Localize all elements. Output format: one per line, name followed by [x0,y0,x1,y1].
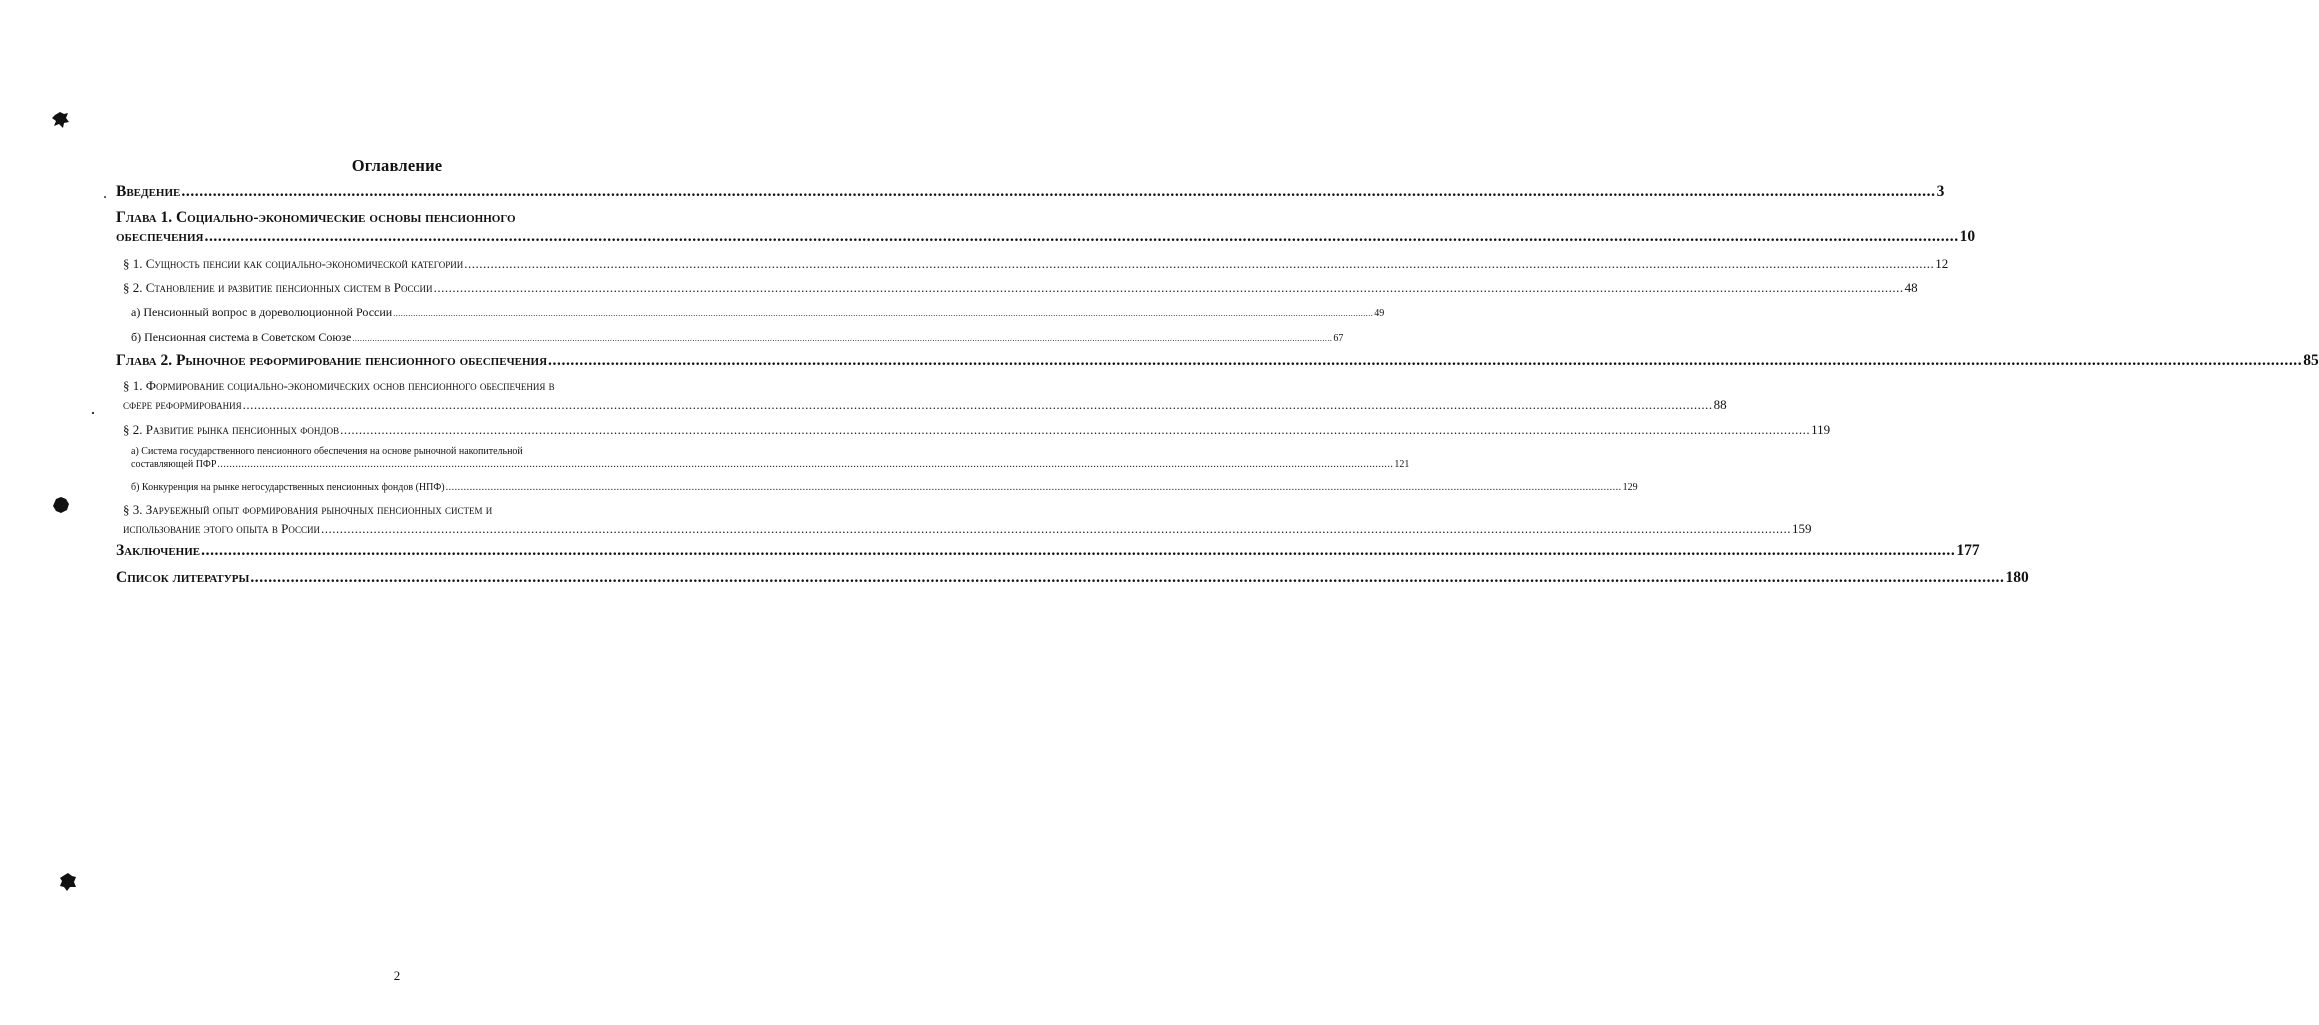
toc-entry-subsection-1-2-a[interactable] [0,305,1385,320]
dot-leader [181,183,1935,201]
toc-entry-title-line1: а) Система государственного пенсионного обеспечения на основе рыночной накопительной [131,446,523,457]
dot-leader [340,422,1810,438]
toc-entry-chapter-1[interactable] [0,209,1976,246]
toc-entry-page: 180 [2005,569,2029,586]
toc-entry-title: § 1. Сущность пенсии как социально-экономической категории [123,256,464,271]
dot-leader [464,256,1934,272]
toc-entry-section-2-1[interactable] [0,378,1727,413]
dot-leader [250,569,2004,587]
toc-entry-page: 48 [1904,280,1918,295]
toc-entry-title: сфере реформирования [123,397,242,412]
toc-entry-page: 119 [1811,422,1831,437]
toc-entry-title: § 2. Развитие рынка пенсионных фондов [123,422,340,437]
toc-entry-title: § 2. Становление и развитие пенсионных систем в России [123,280,433,295]
toc-entry-introduction[interactable] [0,183,1945,201]
toc-entry-title-line1: Глава 1. Социально-экономические основы пенсионного [116,209,516,226]
toc-entry-subsection-2-2-a[interactable] [0,446,1410,470]
toc-entry-title: б) Конкуренция на рынке негосударственных пенсионных фондов (НПФ) [131,482,445,493]
toc-entry-title: Заключение [116,542,201,559]
ink-blot-top-left [51,110,71,130]
toc-entry-title: обеспечения [116,228,204,245]
toc-entry-title: использование этого опыта в России [123,521,320,536]
dot-leader [321,521,1791,537]
toc-entry-section-1-1[interactable] [0,256,1949,272]
toc-entry-page: 67 [1333,333,1344,344]
toc-entry-bibliography[interactable] [0,569,2029,587]
toc-entry-page: 88 [1713,397,1727,412]
dot-leader [352,334,1332,343]
toc-entry-title-line1: § 1. Формирование социально-экономических основ пенсионного обеспечения в [123,378,555,393]
dot-leader [393,309,1373,318]
dot-leader [201,542,1955,560]
toc-entry-page: 129 [1622,482,1638,493]
toc-title: Оглавление [351,156,443,175]
toc-entry-chapter-2[interactable] [0,352,2319,370]
toc-entry-page: 49 [1374,308,1385,319]
ink-blot-bottom-left [58,872,78,892]
toc-entry-title: а) Пенсионный вопрос в дореволюционной России [131,305,393,319]
toc-entry-page: 3 [1936,183,1945,200]
dot-leader [217,459,1393,470]
toc-entry-page: 10 [1959,228,1976,245]
page-number: 2 [393,968,401,983]
toc-entry-title: Введение [116,183,181,200]
toc-entry-section-2-3[interactable] [0,502,1812,537]
dot-leader [434,280,1904,296]
toc-entry-conclusion[interactable] [0,542,1980,560]
toc-entry-subsection-1-2-b[interactable] [0,330,1344,345]
toc-entry-page: 121 [1394,459,1410,470]
dot-leader [243,397,1713,413]
toc-entry-title-line1: § 3. Зарубежный опыт формирования рыночных пенсионных систем и [123,502,493,517]
dot-leader [204,228,1958,246]
toc-entry-section-1-2[interactable] [0,280,1918,296]
toc-entry-title: б) Пенсионная система в Советском Союзе [131,330,352,344]
toc-entry-title: Список литературы [116,569,250,586]
dot-leader [446,482,1622,493]
toc-entry-section-2-2[interactable] [0,422,1831,438]
toc-entry-page: 177 [1956,542,1980,559]
toc-entry-subsection-2-2-b[interactable] [0,482,1638,493]
dot-leader [548,352,2302,370]
toc-entry-title: Глава 2. Рыночное реформирование пенсионного обеспечения [116,352,548,369]
toc-entry-title: составляющей ПФР [131,459,217,470]
toc-entry-page: 85 [2303,352,2319,369]
toc-entry-page: 159 [1791,521,1812,536]
toc-entry-page: 12 [1935,256,1949,271]
